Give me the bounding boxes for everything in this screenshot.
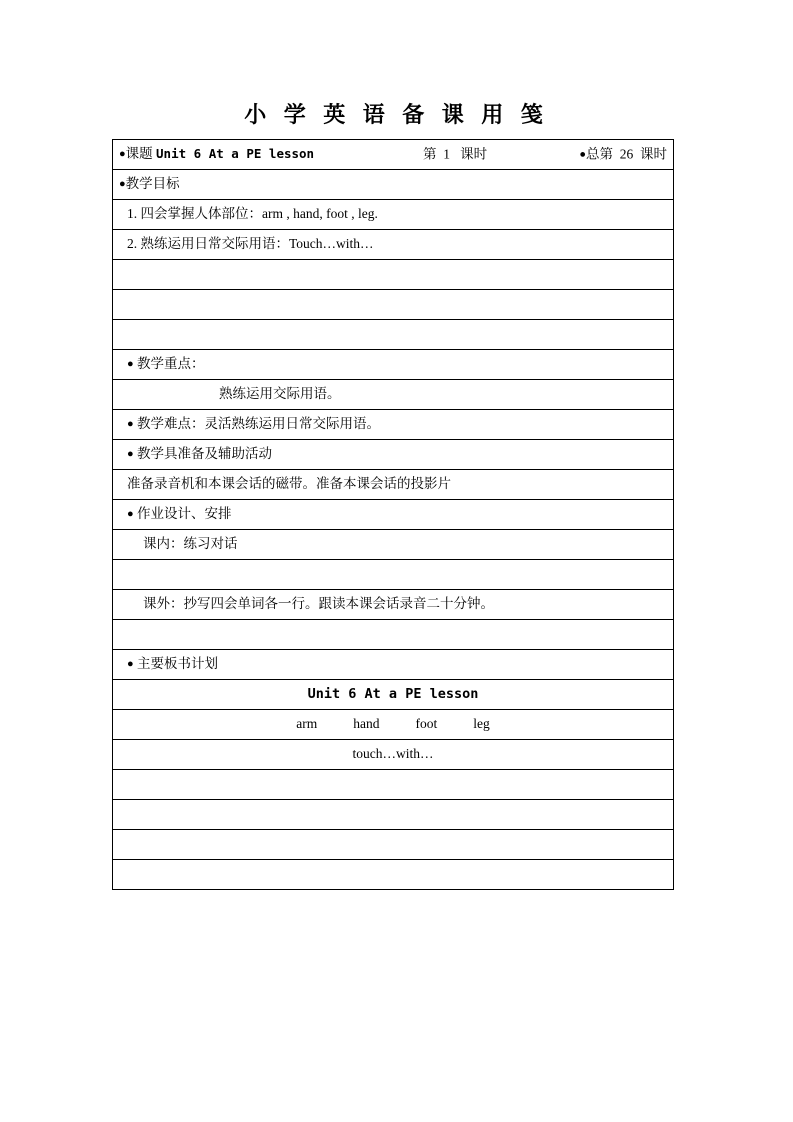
- word-leg: leg: [473, 716, 490, 732]
- bullet-icon-2: ●: [579, 148, 586, 161]
- key-points-value-cell: [113, 380, 674, 410]
- table-row-blank: [113, 620, 674, 650]
- table-row-key-points-value: [113, 380, 674, 410]
- table-row-key-points-label: [113, 350, 674, 380]
- blank-cell: [113, 860, 674, 890]
- total-suffix: 课时: [640, 146, 667, 162]
- table-row-blank: [113, 560, 674, 590]
- key-points-label-cell: [113, 350, 674, 380]
- table-row-blackboard-title: [113, 680, 674, 710]
- table-row-blank: [113, 800, 674, 830]
- materials-label: 教学具准备及辅助活动: [137, 446, 273, 462]
- page-title: 小 学 英 语 备 课 用 笺: [244, 102, 549, 127]
- table-row-difficulties: [113, 410, 674, 440]
- bullet-icon-4: ●: [127, 358, 134, 371]
- blank-cell: [113, 830, 674, 860]
- table-row-blank: [113, 770, 674, 800]
- blackboard-label-cell: [113, 650, 674, 680]
- table-row-homework-in-class: [113, 530, 674, 560]
- word-arm: arm: [296, 716, 318, 732]
- header-cell: [113, 140, 674, 170]
- blank-cell: [113, 770, 674, 800]
- table-row-blank: [113, 290, 674, 320]
- period-prefix: 第: [423, 146, 437, 162]
- blank-cell: [113, 290, 674, 320]
- table-row-blank: [113, 320, 674, 350]
- difficulties-cell: [113, 410, 674, 440]
- table-row-objective-1: [113, 200, 674, 230]
- homework-in-class-cell: 课内：练习对话: [113, 530, 674, 560]
- homework-label-cell: [113, 500, 674, 530]
- blank-cell: [113, 620, 674, 650]
- difficulties-label: 教学难点：灵活熟练运用日常交际用语。: [137, 416, 381, 432]
- bullet-icon-7: ●: [127, 508, 134, 521]
- bullet-icon-5: ●: [127, 418, 134, 431]
- period-number: 1: [443, 146, 450, 162]
- table-row-blank: [113, 860, 674, 890]
- table-row-homework-label: [113, 500, 674, 530]
- blackboard-phrase-cell: touch…with…: [113, 740, 674, 770]
- materials-value-cell: 准备录音机和本课会话的磁带。准备本课会话的投影片: [113, 470, 674, 500]
- table-row-blank: [113, 260, 674, 290]
- blackboard-title-cell: Unit 6 At a PE lesson: [113, 680, 674, 710]
- table-row-blackboard-words: [113, 710, 674, 740]
- period-group: [423, 146, 487, 163]
- table-row-objective-2: [113, 230, 674, 260]
- table-row-blackboard-phrase: [113, 740, 674, 770]
- key-points-label: 教学重点：: [137, 356, 205, 372]
- objective-1-cell: 1. 四会掌握人体部位：arm , hand, foot , leg.: [113, 200, 674, 230]
- bullet-icon: ●: [119, 148, 126, 161]
- table-row-materials-label: [113, 440, 674, 470]
- bullet-icon-6: ●: [127, 448, 134, 461]
- word-hand: hand: [353, 716, 380, 732]
- blank-cell: [113, 260, 674, 290]
- blank-cell: [113, 320, 674, 350]
- blank-cell: [113, 560, 674, 590]
- objectives-label-cell: [113, 170, 674, 200]
- topic-value: Unit 6 At a PE lesson: [156, 146, 315, 162]
- homework-label: 作业设计、安排: [137, 506, 232, 522]
- table-row-objectives-label: [113, 170, 674, 200]
- table-row-materials-value: [113, 470, 674, 500]
- blackboard-words-cell: [113, 710, 674, 740]
- bullet-icon-3: ●: [119, 178, 126, 191]
- table-row-homework-out-class: [113, 590, 674, 620]
- objectives-label: 教学目标: [125, 176, 180, 192]
- materials-label-cell: [113, 440, 674, 470]
- topic-label: 课题: [125, 146, 153, 162]
- key-points-value: 熟练运用交际用语。: [219, 386, 341, 402]
- period-suffix: 课时: [460, 146, 488, 162]
- total-number: 26: [619, 146, 634, 162]
- topic-group: [119, 146, 314, 163]
- table-row-blackboard-label: [113, 650, 674, 680]
- word-foot: foot: [415, 716, 438, 732]
- total-label: 总第: [586, 146, 613, 162]
- objective-2-cell: 2. 熟练运用日常交际用语：Touch…with…: [113, 230, 674, 260]
- lesson-plan-table: [112, 139, 674, 890]
- table-row-header: [113, 140, 674, 170]
- blank-cell: [113, 800, 674, 830]
- homework-out-class-cell: 课外：抄写四会单词各一行。跟读本课会话录音二十分钟。: [113, 590, 674, 620]
- bullet-icon-8: ●: [127, 658, 134, 671]
- table-row-blank: [113, 830, 674, 860]
- total-group: [579, 146, 667, 163]
- blackboard-label: 主要板书计划: [137, 656, 219, 672]
